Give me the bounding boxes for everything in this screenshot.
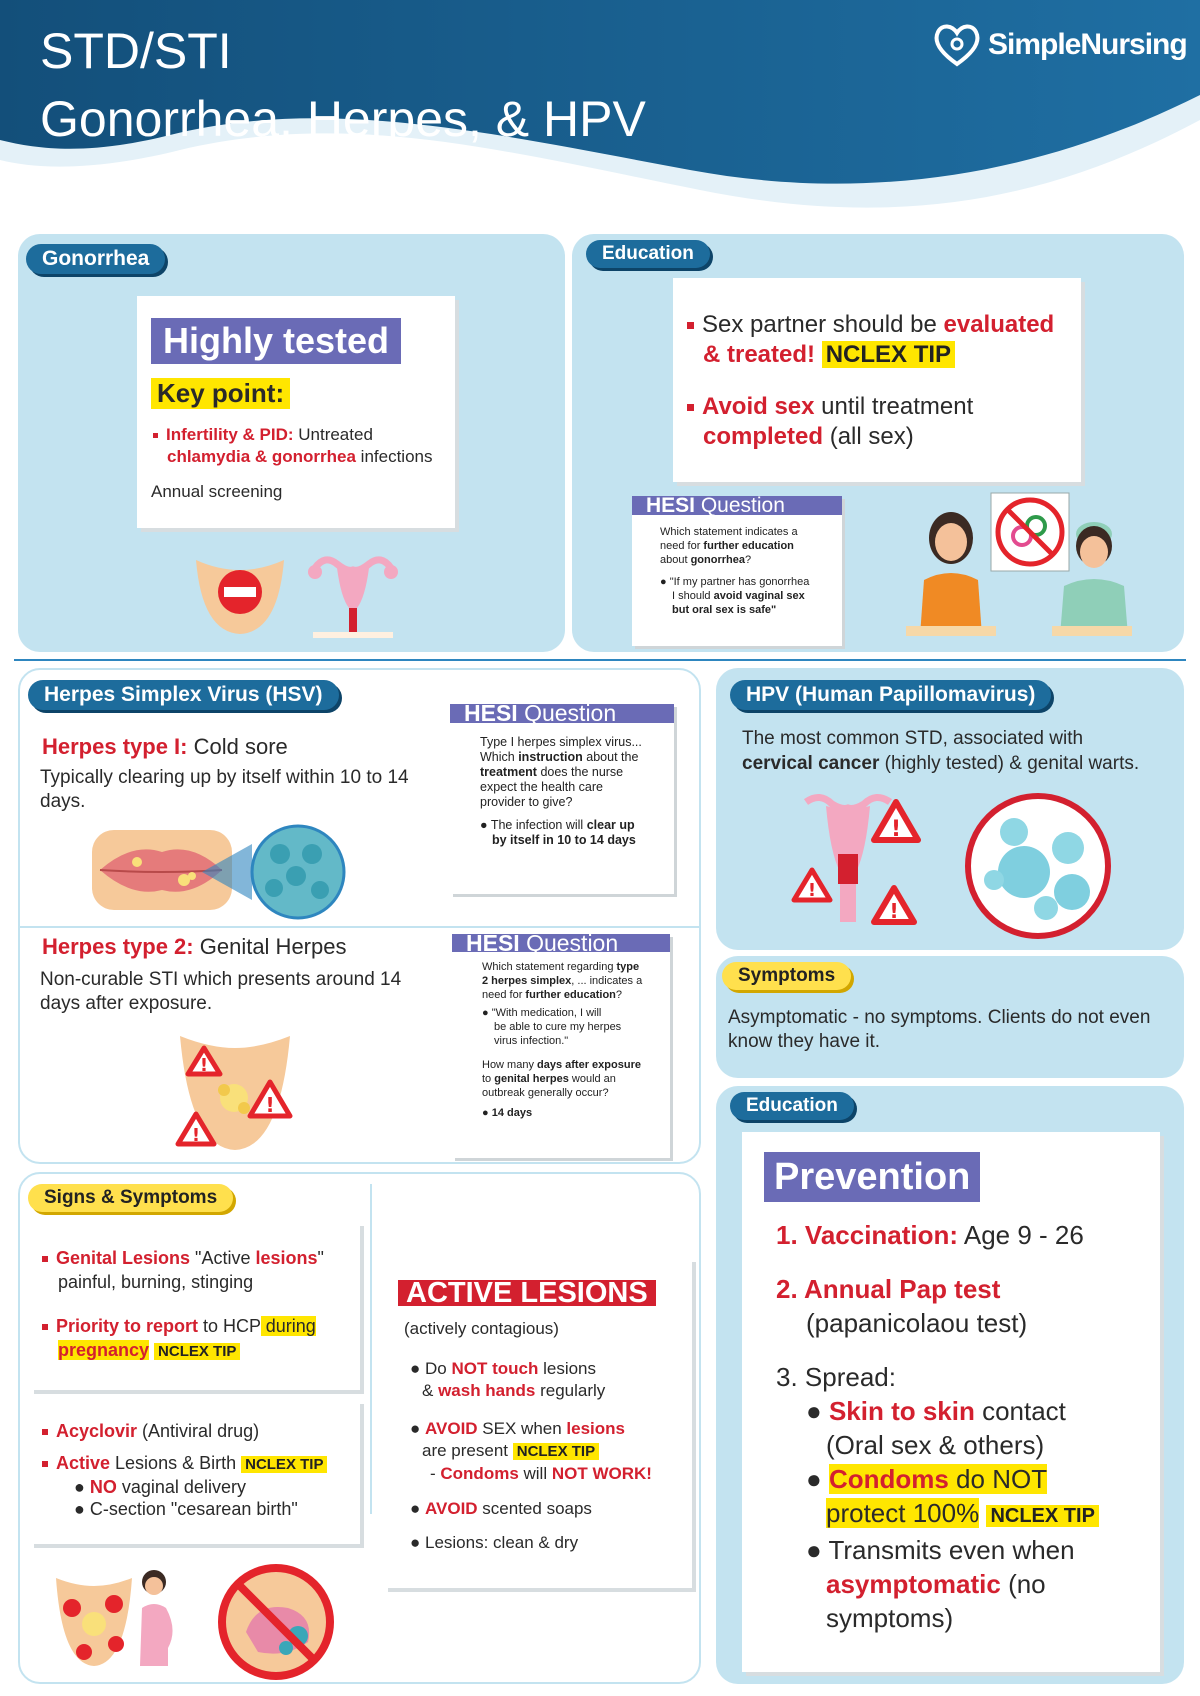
herpes-type1-desc: Typically clearing up by itself within 10 to 14 days.: [40, 767, 409, 812]
nclex-tip-badge: NCLEX TIP: [154, 1343, 240, 1360]
highly-tested-label: Highly tested: [151, 318, 401, 364]
bullet-square-icon: [42, 1429, 48, 1435]
symptoms-tag: Symptoms: [722, 962, 851, 990]
hpv-virus-icon: [964, 792, 1112, 940]
herpes-type1-title: Herpes type I: Cold sore: [42, 734, 288, 759]
header: [0, 0, 1200, 220]
woman-patient-icon: [906, 508, 996, 636]
signs-tag: Signs & Symptoms: [28, 1184, 233, 1212]
page-title-line1: STD/STI: [40, 23, 232, 79]
signs-card-2: Acyclovir (Antiviral drug) Active Lesions & Birth NCLEX TIP ● NO vaginal delivery ● C-section "cesarean birth": [30, 1400, 360, 1544]
no-vaginal-delivery-icon: [216, 1562, 336, 1682]
svg-text:!: !: [889, 899, 899, 923]
signs-vertical-divider: [370, 1184, 372, 1514]
active-lesions-card: ACTIVE LESIONS (actively contagious) ● Do NOT touch lesions & wash hands regularly ● AVOID SEX when lesions are present NCLEX TIP - Condoms will NOT WORK! ● AVOID scented soaps ● Lesions: clean & dry: [384, 1258, 692, 1588]
nclex-tip-badge: NCLEX TIP: [241, 1456, 327, 1473]
cold-sore-lips-icon: [92, 824, 352, 920]
svg-text:!: !: [890, 817, 902, 842]
svg-text:!: !: [265, 1093, 275, 1117]
svg-text:!: !: [199, 1055, 209, 1076]
gonorrhea-bullet: Infertility & PID: Untreated chlamydia & gonorrhea infections: [153, 424, 432, 468]
pregnant-woman-lesions-icon: [54, 1568, 178, 1668]
genital-herpes-icon: [170, 1028, 300, 1154]
active-lesions-sub: (actively contagious): [404, 1319, 559, 1338]
key-point-label: Key point:: [151, 378, 290, 409]
stethoscope-heart-icon: [932, 22, 982, 68]
education-bullet-1: Sex partner should be evaluated & treated! NCLEX TIP: [687, 310, 1054, 370]
bullet-square-icon: [687, 322, 694, 329]
herpes-type2-desc: Non-curable STI which presents around 14 days after exposure.: [40, 969, 402, 1014]
education-top-tag: Education: [586, 240, 710, 268]
gonorrhea-card: [137, 296, 455, 528]
nclex-tip-badge: NCLEX TIP: [513, 1443, 599, 1460]
prevention-title: Prevention: [764, 1152, 980, 1202]
symptoms-text: Asymptomatic - no symptoms. Clients do not even know they have it.: [728, 1007, 1151, 1052]
svg-text:!: !: [807, 880, 817, 901]
hesi-question-herpes2: HESI Question Which statement regarding type 2 herpes simplex, ... indicates a need for further education? ● "With medication, I will be able to cure my herpes virus infection." How many days after exposure to genital herpes would an outbreak generally occur? ● 14 days: [452, 934, 670, 1158]
svg-text:!: !: [191, 1125, 201, 1146]
prevention-tag: Education: [730, 1092, 854, 1120]
education-top-card: [673, 278, 1081, 482]
prevention-card: Prevention 1. Vaccination: Age 9 - 26 2. Annual Pap test (papanicolaou test) 3. Spread: ● Skin to skin contact (Oral sex & others) ● Condoms do NOT protect 100% NCLEX TIP ● Transmits even when asymptomatic (no symptoms): [742, 1132, 1160, 1672]
hsv-tag: Herpes Simplex Virus (HSV): [28, 680, 339, 710]
bullet-square-icon: [153, 433, 158, 438]
hsv-inner-divider: [20, 926, 700, 928]
signs-card-1: Genital Lesions "Active lesions" painful, burning, stinging Priority to report to HCP during pregnancy NCLEX TIP: [30, 1222, 360, 1390]
annual-screening: Annual screening: [151, 482, 283, 501]
herpes-type2-title: Herpes type 2: Genital Herpes: [42, 934, 347, 959]
bullet-square-icon: [42, 1324, 48, 1330]
active-lesions-title: ACTIVE LESIONS: [398, 1280, 656, 1306]
uterus-icon: [305, 548, 401, 640]
nurse-icon: [1052, 512, 1132, 636]
gonorrhea-tag: Gonorrhea: [26, 244, 165, 274]
nclex-tip-badge: NCLEX TIP: [986, 1505, 1098, 1527]
hesi-question-herpes1: HESI Question Type I herpes simplex virus... Which instruction about the treatment does the nurse expect the health care provider to give? ● The infection will clear up by itself in 10 to 14 days: [450, 704, 674, 894]
hesi-question-gonorrhea: HESI Question Which statement indicates a need for further education about gonorrhea? ● "If my partner has gonorrhea I should avoid vaginal sex but oral sex is safe": [632, 496, 842, 646]
education-bullet-2: Avoid sex until treatment completed (all sex): [687, 392, 973, 452]
bullet-square-icon: [42, 1461, 48, 1467]
brand-name: SimpleNursing: [988, 28, 1187, 61]
brand-logo: [932, 22, 1187, 68]
hpv-tag: HPV (Human Papillomavirus): [730, 680, 1051, 710]
no-entry-pelvis-icon: [192, 540, 288, 636]
cervix-warning-icon: [786, 792, 926, 932]
page-title-line2: Gonorrhea, Herpes, & HPV: [40, 91, 646, 147]
section-divider: [14, 659, 1186, 661]
nclex-tip-badge: NCLEX TIP: [822, 341, 955, 368]
bullet-square-icon: [42, 1256, 48, 1262]
bullet-square-icon: [687, 404, 694, 411]
hpv-desc: The most common STD, associated with cervical cancer (highly tested) & genital warts.: [742, 728, 1140, 774]
